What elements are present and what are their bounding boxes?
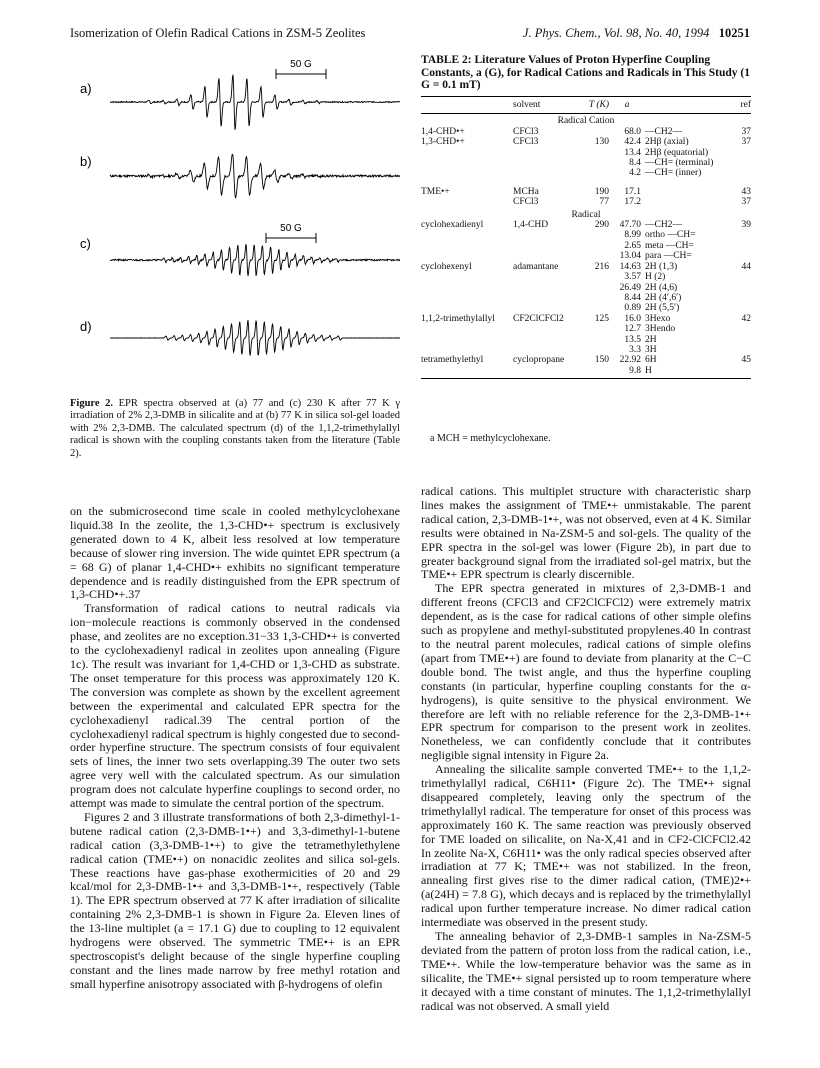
table-cell: 2H (5,5′) [645, 303, 680, 314]
table-cell [645, 197, 733, 207]
table-cell: H (2) [645, 272, 666, 283]
table-cell [513, 303, 579, 313]
table-cell [579, 366, 613, 379]
paragraph: Annealing the silicalite sample converted TME•+ to the 1,1,2-trimethylallyl radical, C6H11• (Figure 2c). The TME•+ signal disappeared completely, leaving only the spectrum of the trimethylallyl radical. The temperature for onset of this process was approximately 160 K. The same reaction was previously observed for TME loaded on silicalite, on Na-X,41 and in CF2-ClCFCl2.42 In zeolite Na-X, C6H11• was the only radical species observed after irradiation at 77 K; TME•+ was not stabilized. In the freon, annealing first gives rise to the dimer radical cation, (TME)2•+ (a(24H) = 7.8 G), which decays and is replaced by the trimethylallyl radical upon further temperature increase. No dimer radical cation intermediate was observed in the present study. [421, 762, 751, 930]
page-number: 10251 [718, 26, 750, 40]
panel-label-a: a) [80, 81, 92, 96]
scale-bar-c [266, 223, 316, 243]
table-cell: 3Hexo [645, 313, 671, 324]
scale-label-c: 50 G [280, 223, 302, 234]
table-cell: 190 [594, 186, 609, 197]
table-cell [421, 148, 513, 158]
table-cell [513, 168, 579, 178]
table-cell [421, 168, 513, 178]
table-cell: 2H [645, 334, 657, 345]
table-cell: cyclohexenyl [421, 261, 472, 272]
table-row [421, 230, 751, 240]
table-cell: meta —CH= [645, 240, 694, 251]
table-row [421, 137, 751, 147]
table-footnote: a MCH = methylcyclohexane. [430, 433, 551, 444]
table-cell: 12.7 [624, 324, 641, 335]
table-cell [513, 251, 579, 261]
table-row [421, 335, 751, 345]
hyperfine-table [421, 96, 751, 379]
table-cell: 47.70 [619, 220, 641, 231]
table-cell: 2.65 [624, 240, 641, 251]
table-cell: 42.4 [624, 137, 641, 148]
table-cell: 37 [741, 126, 751, 137]
th-ref: ref [733, 97, 751, 114]
table-cell [513, 324, 579, 334]
table-cell [421, 251, 513, 261]
paragraph: radical cations. This multiplet structure with characteristic sharp lines makes the assignment of TME•+ unmistakable. The parent radical cation, 2,3-DMB-1•+, was not observed, even at 4 K. Similar results were obtained in Na-ZSM-5 and sol-gels. The quality of the EPR spectra in the sol-gel was lower (Figure 2b), in part due to greater background signal from the irradiated sol-gel matrix, but the TME•+ EPR spectrum is clearly discernible. [421, 484, 751, 582]
table-cell: CFCl3 [513, 197, 539, 208]
spectrum-trace-b [110, 154, 400, 198]
table-cell [421, 324, 513, 334]
table-cell: 45 [741, 355, 751, 366]
table-row [421, 345, 751, 355]
table-row [421, 241, 751, 251]
table-cell: 0.89 [624, 303, 641, 314]
table-cell [513, 293, 579, 303]
table-cell: 130 [594, 137, 609, 148]
table-cell [421, 230, 513, 240]
table-row [421, 283, 751, 293]
table-row [421, 220, 751, 230]
right-column-text [421, 485, 751, 1013]
table-cell [579, 230, 613, 240]
table-cell [579, 127, 613, 137]
table-cell [733, 230, 751, 240]
journal-name: J. Phys. Chem., Vol. 98, No. 40, 1994 [522, 26, 710, 40]
table-cell: 13.04 [619, 251, 641, 262]
table-row [421, 168, 751, 178]
table-row [421, 314, 751, 324]
table-row [421, 197, 751, 207]
table-cell: 8.44 [624, 292, 641, 303]
table-cell: 1,4-CHD•+ [421, 126, 465, 137]
table-cell: 8.4 [629, 158, 641, 169]
table-cell: 68.0 [624, 126, 641, 137]
left-column-text [70, 505, 400, 992]
epr-spectra-figure [70, 48, 400, 398]
table-cell: 3H [645, 344, 657, 355]
th-solvent: solvent [513, 97, 579, 114]
table-cell [579, 148, 613, 158]
table-cell: 22.92 [619, 355, 641, 366]
table-cell: MCHa [513, 186, 539, 197]
table-cell [513, 366, 579, 379]
table-cell: 9.8 [613, 366, 645, 379]
spectrum-trace-a [110, 75, 400, 130]
table-row [421, 158, 751, 168]
caption-label: Figure 2. [70, 398, 114, 409]
table-cell [579, 324, 613, 334]
table-cell [733, 148, 751, 158]
table-cell [421, 283, 513, 293]
table-cell: —CH2— [645, 220, 682, 231]
table-title: TABLE 2: Literature Values of Proton Hyperfine Coupling Constants, a (G), for Radical Cations and Radicals in This Study (1 G = 0.1 mT) [421, 54, 750, 92]
table-cell [513, 230, 579, 240]
table-cell: 17.2 [624, 197, 641, 208]
table-cell: para —CH= [645, 251, 692, 262]
table-cell [733, 293, 751, 303]
table-cell [513, 241, 579, 251]
panel-label-d: d) [80, 319, 92, 334]
table-cell: TME•+ [421, 186, 450, 197]
paragraph: Transformation of radical cations to neutral radicals via ion−molecule reactions is commonly observed in the condensed phase, and zeolites are no exception.31−33 1,3-CHD•+ is converted to the cyclohexadienyl radical in zeolites upon annealing (Figure 1c). The result was invariant for 1,4-CHD or 1,3-CHD as substrate. The onset temperature for this process was approximately 120 K. The conversion was complete as shown by the excellent agreement between the experimental and calculated EPR spectra for the cyclohexadienyl radical.39 The central portion of the cyclohexadienyl radical spectrum is highly congested due to second-order hyperfine structure. The spectrum consists of four equivalent sets of lines, the inner two sets overlapping.39 The outer two sets agree very well with the calculated spectrum. As our simulation program does not calculate hyperfine couplings to second order, no attempt was made to simulate the central portion of the spectrum. [70, 601, 400, 811]
table-cell: 2Hβ (axial) [645, 137, 689, 148]
table-cell [579, 158, 613, 168]
th-temperature: T (K) [579, 97, 613, 114]
table-header-row [421, 97, 751, 114]
table-cell: 37 [741, 137, 751, 148]
scale-bar-a [276, 59, 326, 79]
table-cell [733, 168, 751, 178]
table-row [421, 324, 751, 334]
table-cell [579, 303, 613, 313]
table-cell [733, 241, 751, 251]
th-assign [645, 97, 733, 114]
table-cell [579, 241, 613, 251]
table-cell: 16.0 [624, 313, 641, 324]
table-cell: 2H (4′,6′) [645, 292, 682, 303]
table-cell [733, 283, 751, 293]
table-cell: 6H [645, 355, 657, 366]
table-cell: H [645, 366, 733, 379]
epr-spectra-plot [70, 48, 400, 398]
table-cell [421, 366, 513, 379]
table-cell [733, 366, 751, 379]
table-cell [733, 335, 751, 345]
table-cell: 3Hendo [645, 324, 676, 335]
table-cell [579, 251, 613, 261]
table-cell: 14.63 [619, 261, 641, 272]
th-a: a [613, 97, 645, 114]
table-cell [513, 148, 579, 158]
table-cell: cyclopropane [513, 355, 565, 366]
table-cell [733, 158, 751, 168]
table-cell [579, 283, 613, 293]
spectrum-trace-d [110, 320, 400, 356]
table-cell: 13.5 [624, 334, 641, 345]
table-cell: —CH= (terminal) [645, 158, 714, 169]
table-cell [513, 283, 579, 293]
table-row [421, 303, 751, 313]
table-row [421, 355, 751, 365]
table-cell: adamantane [513, 261, 559, 272]
spectrum-trace-c [110, 244, 400, 276]
table-row [421, 187, 751, 197]
table-row [421, 293, 751, 303]
table-cell [733, 251, 751, 261]
table-cell [733, 324, 751, 334]
table-cell: 3.3 [629, 344, 641, 355]
table-row [421, 262, 751, 272]
table-cell [733, 345, 751, 355]
table-cell [421, 241, 513, 251]
table-cell: 37 [741, 197, 751, 208]
table-cell: 43 [741, 186, 751, 197]
table-cell: 1,4-CHD [513, 220, 549, 231]
section-radical-cation: Radical Cation [557, 116, 615, 127]
table-cell: 13.4 [624, 147, 641, 158]
paragraph: The annealing behavior of 2,3-DMB-1 samples in Na-ZSM-5 deviated from the pattern of proton loss from the radical cation, i.e., TME•+. While the low-temperature behavior was the same as in silicalite, the TME•+ signal persisted up to room temperature where it decayed with a time constant of minutes. The 1,1,2-trimethylallyl radical was not observed. A small yield [421, 929, 751, 1013]
figure-caption [70, 398, 400, 460]
table-cell: 77 [599, 197, 609, 208]
table-row [421, 272, 751, 282]
table-cell [421, 272, 513, 282]
th-compound [421, 97, 513, 114]
table-cell: 17.1 [624, 186, 641, 197]
table-cell: 1,1,2-trimethylallyl [421, 313, 495, 324]
table-cell: 26.49 [619, 282, 641, 293]
table-cell: 39 [741, 220, 751, 231]
table-cell: —CH2— [645, 126, 682, 137]
section-radical: Radical [571, 209, 601, 220]
table-cell: CFCl3 [513, 126, 539, 137]
caption-text: EPR spectra observed at (a) 77 and (c) 230 K after 77 K γ irradiation of 2% 2,3-DMB in silicalite and at (b) 77 K in silica sol-gel loaded with 2% 2,3-DMB. The calculated spectrum (d) of the 1,1,2-trimethylallyl radical is shown with the coupling constants taken from the literature (Table 2). [70, 398, 400, 459]
table-cell: 44 [741, 261, 751, 272]
panel-label-b: b) [80, 154, 92, 169]
journal-citation [523, 26, 750, 41]
table-cell [513, 158, 579, 168]
table-cell [579, 272, 613, 282]
table-cell [513, 345, 579, 355]
table-row [421, 366, 751, 379]
table-cell [513, 272, 579, 282]
table-cell [421, 303, 513, 313]
table-cell [579, 345, 613, 355]
table-cell: —CH= (inner) [645, 168, 702, 179]
table-cell: CFCl3 [513, 137, 539, 148]
table-cell: 150 [594, 355, 609, 366]
table-cell [513, 335, 579, 345]
table-cell [421, 335, 513, 345]
table-cell [579, 335, 613, 345]
table-cell [579, 293, 613, 303]
table-cell: 42 [741, 313, 751, 324]
table-cell [421, 158, 513, 168]
scale-label-a: 50 G [290, 59, 312, 70]
table-cell: 125 [594, 313, 609, 324]
table-cell: 8.99 [624, 230, 641, 241]
paragraph: Figures 2 and 3 illustrate transformations of both 2,3-dimethyl-1-butene radical cation (2,3-DMB-1•+) and 3,3-dimethyl-1-butene radical cation (3,3-DMB-1•+) to give the tetramethylethylene radical cation (TME•+) on nonacidic zeolites and silica sol-gels. These reactions have gas-phase exothermicities of 20 and 29 kcal/mol for 2,3-DMB-1•+ and 3,3-DMB-1•+, respectively (Table 1). The EPR spectrum observed at 77 K after irradiation of silicalite containing 2% 2,3-DMB-1 is shown in Figure 2a. Eleven lines of the 13-line multiplet (a = 17.1 G) due to coupling to 12 equivalent hydrogens were observed. The symmetric TME•+ is an EPR spectroscopist's delight because of the single hyperfine coupling constant and the lines made narrow by free methyl rotation and small hyperfine anisotropy associated with β-hydrogens of olefin [70, 809, 400, 991]
table-cell [579, 168, 613, 178]
table-cell [733, 303, 751, 313]
table-cell: tetramethylethyl [421, 355, 484, 366]
table-cell: ortho —CH= [645, 230, 696, 241]
table-row [421, 148, 751, 158]
paragraph: The EPR spectra generated in mixtures of 2,3-DMB-1 and different freons (CFCl3 and CF2ClCFCl2) were extremely matrix dependent, as is the case for radical cations of other simple olefins such as propylene and methyl-substituted propylenes.40 In contrast to the neutral parent molecules, radical cations of simple olefins (apart from TME•+) are found to deviate from planarity at the C−C double bond. The twist angle, and thus the hyperfine coupling constants (in particular, hyperfine coupling constants for the α-hydrogens), is quite sensitive to the physical environment. We therefore are left with no reliable reference for the 2,3-DMB-1•+ EPR spectrum for comparison to the present work in zeolites. Nonetheless, we can confidently conclude that it contributes negligible signal intensity in Figure 2a. [421, 581, 751, 763]
table-cell [733, 272, 751, 282]
table-cell: 4.2 [629, 168, 641, 179]
paragraph: on the submicrosecond time scale in cooled methylcyclohexane liquid.38 In the zeolite, the 1,3-CHD•+ spectrum is exclusively generated down to 4 K, albeit less resolved at low temperature because of slower ring inversion. The wide quintet EPR spectrum (a = 68 G) of planar 1,4-CHD•+ exhibits no significant temperature dependence and is readily distinguished from the EPR spectrum of 1,3-CHD•+.37 [70, 504, 400, 602]
table-cell: cyclohexadienyl [421, 220, 484, 231]
table-cell: 2H (1,3) [645, 261, 678, 272]
panel-label-c: c) [80, 236, 91, 251]
running-header: Isomerization of Olefin Radical Cations in ZSM-5 Zeolites [70, 26, 366, 40]
table-row [421, 127, 751, 137]
table-cell: 1,3-CHD•+ [421, 137, 465, 148]
table-cell: 2H (4,6) [645, 282, 678, 293]
table-cell: 3.57 [624, 272, 641, 283]
table-row [421, 251, 751, 261]
table-cell: 2Hβ (equatorial) [645, 147, 709, 158]
table-cell [421, 197, 513, 207]
table-spacer [421, 179, 751, 187]
table-cell: 216 [594, 261, 609, 272]
table-cell [421, 345, 513, 355]
table-cell: CF2ClCFCl2 [513, 313, 564, 324]
table-cell: 290 [594, 220, 609, 231]
table-cell [421, 293, 513, 303]
table-cell [645, 187, 733, 197]
